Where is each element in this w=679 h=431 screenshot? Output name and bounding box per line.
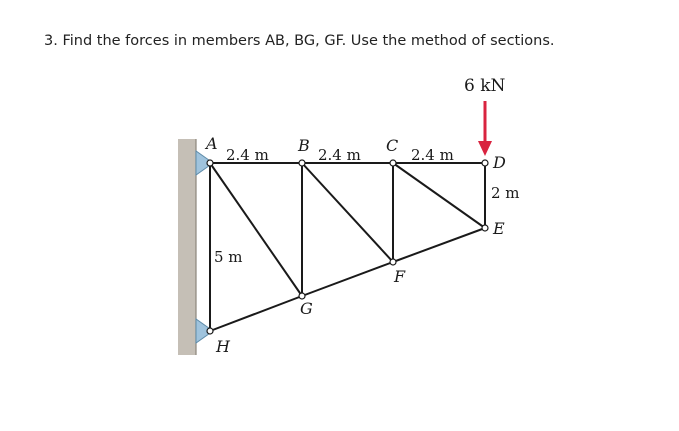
joint-d <box>482 160 488 166</box>
joint-c <box>390 160 396 166</box>
joint-a <box>207 160 213 166</box>
wall <box>178 139 196 355</box>
truss-joints <box>207 160 488 334</box>
dim-label-de: 2 m <box>491 184 520 202</box>
dim-label-ah: 5 m <box>214 248 243 266</box>
node-label-e: E <box>493 219 505 238</box>
node-label-f: F <box>394 267 406 286</box>
member-hg <box>210 296 302 331</box>
member-fe <box>393 228 485 262</box>
problem-number: 3. <box>44 33 58 49</box>
dim-label-ab: 2.4 m <box>226 146 269 164</box>
member-bf <box>302 163 393 262</box>
load-arrow <box>478 101 492 156</box>
dim-label-bc: 2.4 m <box>318 146 361 164</box>
joint-e <box>482 225 488 231</box>
node-label-g: G <box>300 299 313 318</box>
node-label-b: B <box>298 136 310 155</box>
member-gf <box>302 262 393 296</box>
joint-f <box>390 259 396 265</box>
node-label-d: D <box>493 153 506 172</box>
joint-b <box>299 160 305 166</box>
member-ce <box>393 163 485 228</box>
truss-members <box>210 163 485 331</box>
node-label-a: A <box>206 134 218 153</box>
member-ag <box>210 163 302 296</box>
node-label-h: H <box>216 337 230 356</box>
load-label: 6 kN <box>464 76 506 96</box>
node-label-c: C <box>386 136 399 155</box>
dim-label-cd: 2.4 m <box>411 146 454 164</box>
problem-text: Find the forces in members AB, BG, GF. Use the method of sections. <box>62 33 555 49</box>
joint-h <box>207 328 213 334</box>
